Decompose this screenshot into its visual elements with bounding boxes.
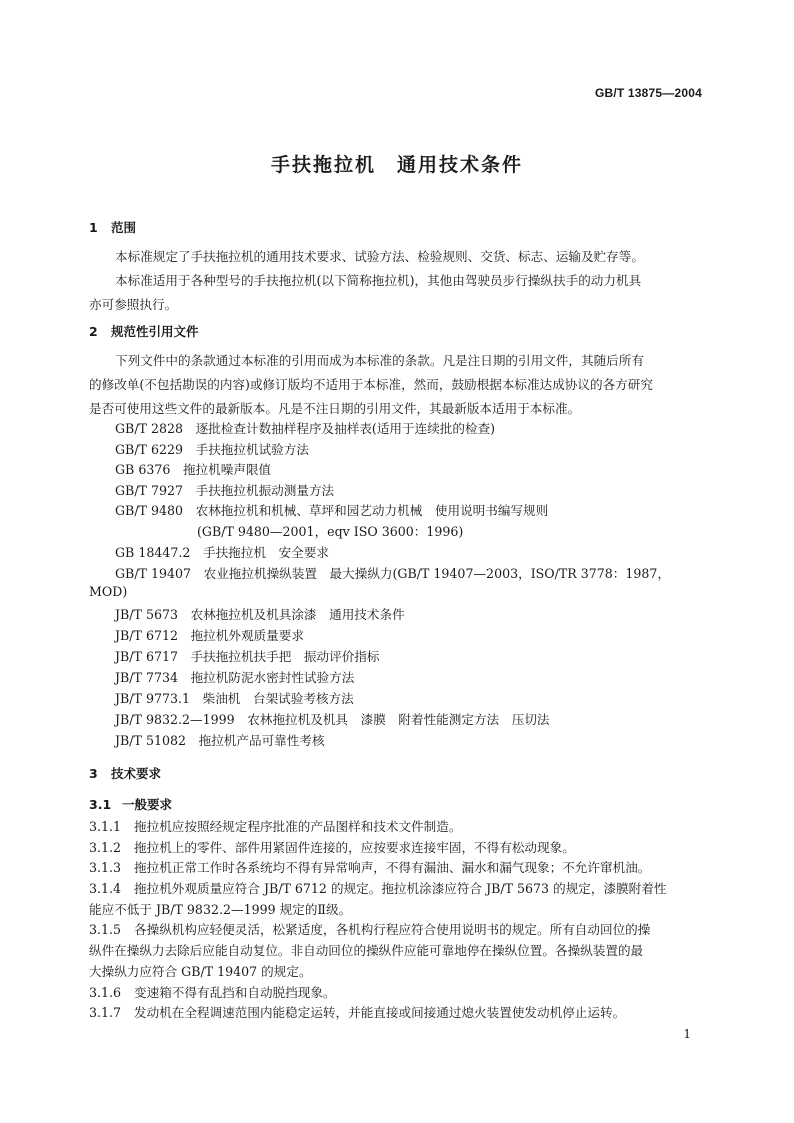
section-3-1-heading: [89, 795, 172, 813]
clause-number: 3.1.6: [89, 985, 122, 1000]
clause-number: 3.1.1: [89, 819, 122, 834]
reference-item: JB/T 9773.1 柴油机 台架试验考核方法: [115, 691, 354, 706]
page-number: 1: [683, 1027, 691, 1041]
reference-item: GB/T 19407 农业拖拉机操纵装置 最大操纵力(GB/T 19407—2003，ISO/TR 3778：1987，: [115, 566, 671, 581]
clause-text: 拖拉机正常工作时各系统均不得有异常响声，不得有漏油、漏水和漏气现象；不允许窜机油。: [134, 860, 651, 875]
clause-3-1-3: [89, 857, 650, 876]
clause-text: 拖拉机外观质量应符合 JB/T 6712 的规定。拖拉机涂漆应符合 JB/T 5673 的规定，漆膜附着性: [134, 881, 667, 896]
reference-item: JB/T 5673 农林拖拉机及机具涂漆 通用技术条件: [115, 607, 405, 622]
clause-3-1-1: [89, 816, 461, 835]
section-title: 一般要求: [122, 797, 173, 812]
section-number: 2: [89, 324, 98, 339]
reference-item: GB/T 2828 逐批检查计数抽样程序及抽样表(适用于连续批的检查): [115, 421, 496, 436]
scope-paragraph-1: 本标准规定了手扶拖拉机的通用技术要求、试验方法、检验规则、交货、标志、运输及贮存等。: [115, 249, 644, 264]
clause-number: 3.1.3: [89, 860, 122, 875]
clause-3-1-4-cont: 能应不低于 JB/T 9832.2—1999 规定的Ⅱ级。: [89, 902, 352, 917]
reference-item: GB/T 6229 手扶拖拉机试验方法: [115, 442, 309, 457]
reference-item-cont: MOD): [89, 584, 128, 599]
clause-3-1-7: [89, 1002, 625, 1021]
clause-3-1-4: [89, 878, 666, 897]
scope-paragraph-2-cont: 亦可参照执行。: [89, 297, 178, 312]
reference-item: GB/T 9480 农林拖拉机和机械、草坪和园艺动力机械 使用说明书编写规则: [115, 503, 549, 518]
clause-text: 变速箱不得有乱挡和自动脱挡现象。: [134, 985, 336, 1000]
clause-3-1-6: [89, 982, 336, 1001]
reference-item: JB/T 6717 手扶拖拉机扶手把 振动评价指标: [115, 649, 380, 664]
clause-text: 各操纵机构应轻便灵活，松紧适度，各机构行程应符合使用说明书的规定。所有自动回位的操: [134, 922, 651, 937]
clause-number: 3.1.7: [89, 1005, 122, 1020]
section-number: 1: [89, 220, 98, 235]
clause-3-1-5-cont: 大操纵力应符合 GB/T 19407 的规定。: [89, 964, 312, 979]
reference-item: JB/T 6712 拖拉机外观质量要求: [115, 628, 304, 643]
standard-code: GB/T 13875—2004: [594, 86, 702, 100]
section-title: 技术要求: [111, 766, 162, 781]
clause-text: 拖拉机上的零件、部件用紧固件连接的，应按要求连接牢固，不得有松动现象。: [134, 840, 575, 855]
clause-text: 拖拉机应按照经规定程序批准的产品图样和技术文件制造。: [134, 819, 462, 834]
reference-item: GB 6376 拖拉机噪声限值: [115, 462, 272, 477]
reference-item: JB/T 7734 拖拉机防泥水密封性试验方法: [115, 670, 355, 685]
references-intro-line-2: 的修改单(不包括勘误的内容)或修订版均不适用于本标准，然而，鼓励根据本标准达成协议的各方研究: [89, 377, 653, 392]
section-title: 规范性引用文件: [111, 324, 199, 339]
reference-item: GB/T 7927 手扶拖拉机振动测量方法: [115, 483, 335, 498]
clause-3-1-5: [89, 919, 650, 938]
clause-text: 发动机在全程调速范围内能稳定运转，并能直接或间接通过熄火装置使发动机停止运转。: [134, 1005, 626, 1020]
reference-item: GB 18447.2 手扶拖拉机 安全要求: [115, 545, 329, 560]
clause-number: 3.1.5: [89, 922, 122, 937]
reference-item: JB/T 9832.2—1999 农林拖拉机及机具 漆膜 附着性能测定方法 压切法: [115, 712, 550, 727]
section-1-heading: [89, 218, 136, 236]
clause-3-1-2: [89, 837, 575, 856]
references-intro-line-1: 下列文件中的条款通过本标准的引用而成为本标准的条款。凡是注日期的引用文件，其随后所有: [115, 353, 644, 368]
clause-3-1-5-cont: 纵件在操纵力去除后应能自动复位。非自动回位的操纵件应能可靠地停在操纵位置。各操纵装置的最: [89, 943, 644, 958]
section-number: 3: [89, 766, 98, 781]
references-intro-line-3: 是否可使用这些文件的最新版本。凡是不注日期的引用文件，其最新版本适用于本标准。: [89, 401, 581, 416]
section-2-heading: [89, 322, 199, 340]
clause-number: 3.1.4: [89, 881, 122, 896]
reference-item-cont: (GB/T 9480—2001，eqv ISO 3600：1996): [197, 524, 464, 539]
scope-paragraph-2: 本标准适用于各种型号的手扶拖拉机(以下简称拖拉机)，其他由驾驶员步行操纵扶手的动力机具: [115, 273, 642, 288]
document-title: 手扶拖拉机 通用技术条件: [270, 154, 523, 176]
clause-number: 3.1.2: [89, 840, 122, 855]
reference-item: JB/T 51082 拖拉机产品可靠性考核: [115, 733, 325, 748]
section-title: 范围: [111, 220, 137, 235]
section-3-heading: [89, 764, 161, 782]
section-number: 3.1: [89, 797, 112, 812]
